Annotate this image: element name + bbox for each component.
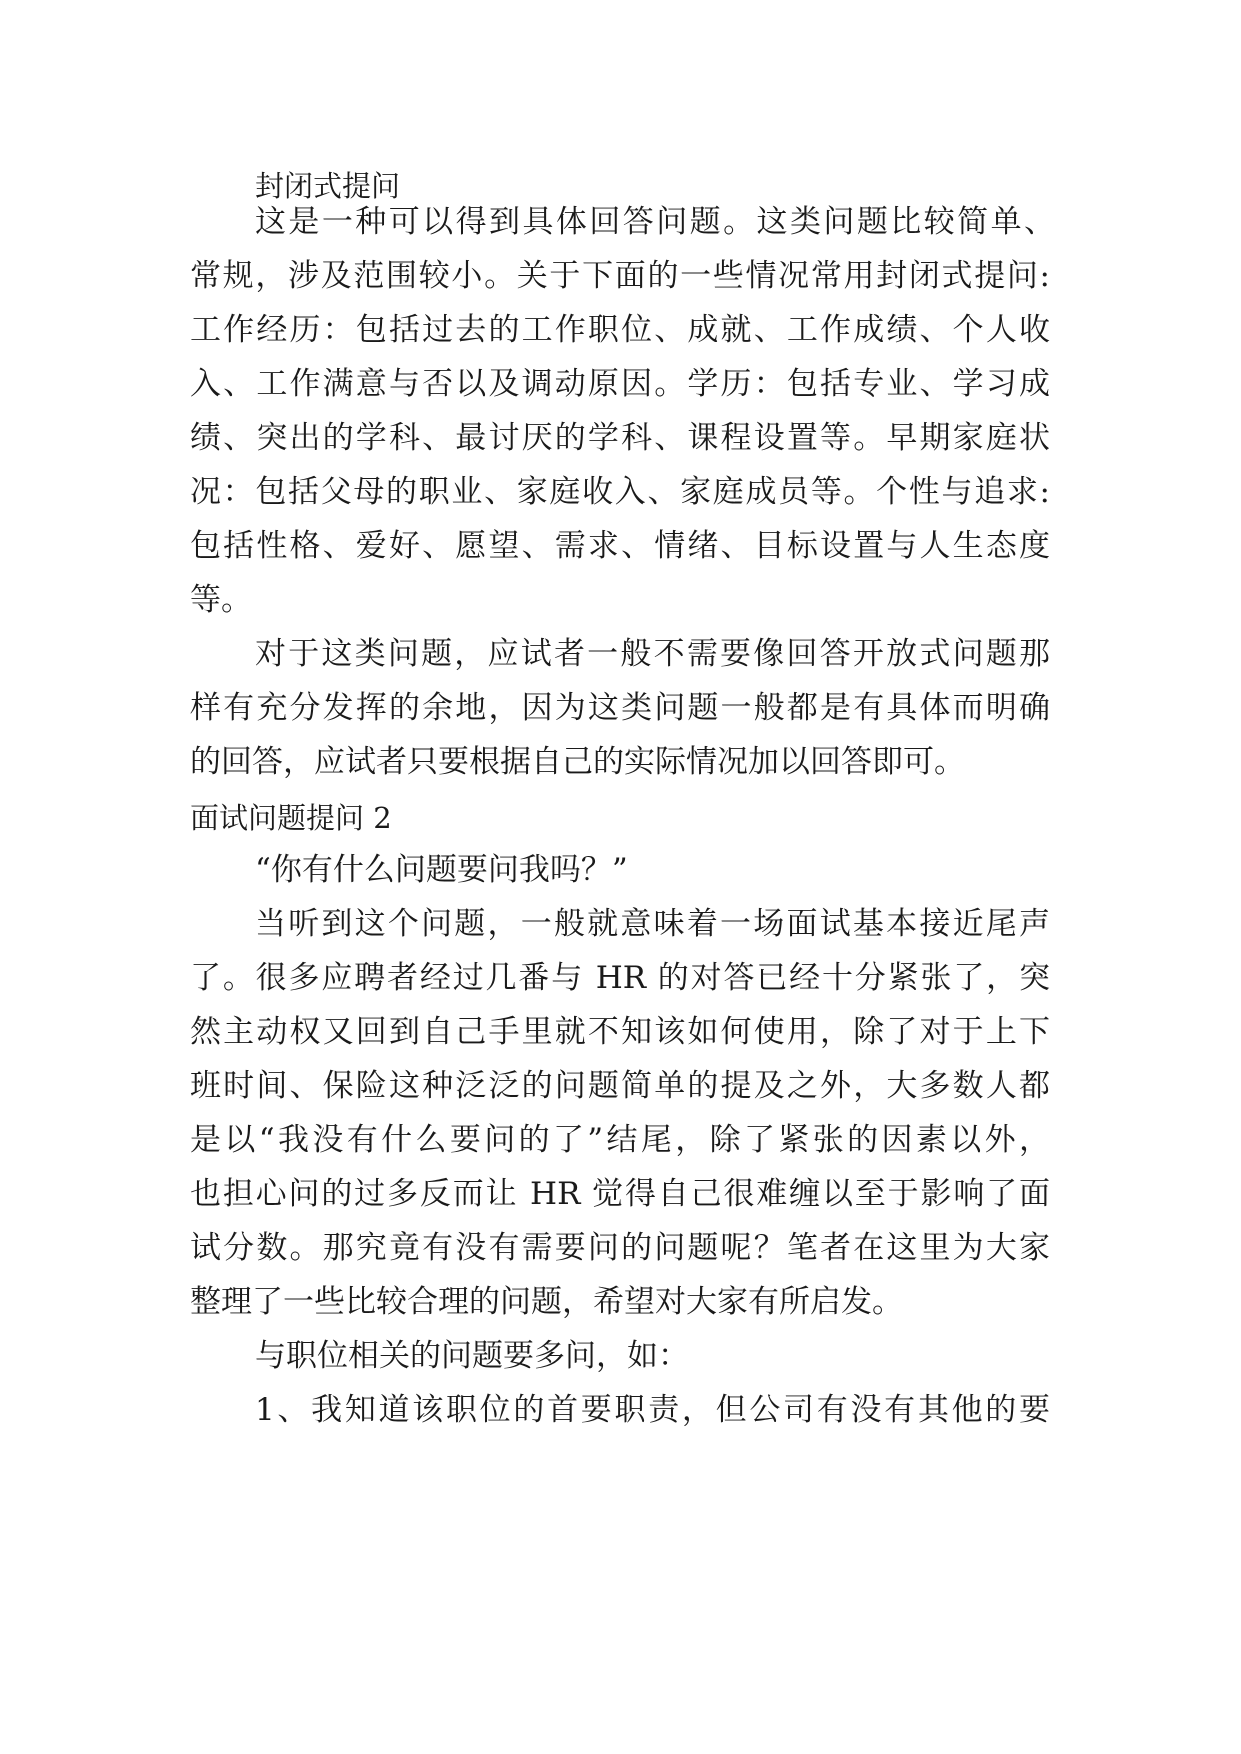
paragraph-line: 是以“我没有什么要问的了”结尾，除了紧张的因素以外， xyxy=(190,1122,1050,1158)
paragraph-line: 整理了一些比较合理的问题，希望对大家有所启发。 xyxy=(190,1284,903,1320)
paragraph-line: 班时间、保险这种泛泛的问题简单的提及之外，大多数人都 xyxy=(190,1068,1050,1104)
paragraph-line: 等。 xyxy=(190,582,252,618)
paragraph-line: 了。很多应聘者经过几番与 HR 的对答已经十分紧张了，突 xyxy=(190,960,1050,996)
list-item: 1、我知道该职位的首要职责，但公司有没有其他的要 xyxy=(255,1392,1050,1428)
paragraph-line: 样有充分发挥的余地，因为这类问题一般都是有具体而明确 xyxy=(190,690,1050,726)
paragraph-line: 况：包括父母的职业、家庭收入、家庭成员等。个性与追求: xyxy=(190,474,1050,510)
paragraph-line: 常规，涉及范围较小。关于下面的一些情况常用封闭式提问: xyxy=(190,258,1050,294)
paragraph-line: 与职位相关的问题要多问，如： xyxy=(255,1338,689,1374)
paragraph-line: 然主动权又回到自己手里就不知该如何使用，除了对于上下 xyxy=(190,1014,1050,1050)
paragraph-line: 也担心问的过多反而让 HR 觉得自己很难缠以至于影响了面 xyxy=(190,1176,1050,1212)
paragraph-line: 对于这类问题，应试者一般不需要像回答开放式问题那 xyxy=(255,636,1050,672)
paragraph-line: 包括性格、爱好、愿望、需求、情绪、目标设置与人生态度 xyxy=(190,528,1050,564)
paragraph-line: 入、工作满意与否以及调动原因。学历：包括专业、学习成 xyxy=(190,366,1050,402)
section-heading-interview-questions-2: 面试问题提问 2 xyxy=(190,801,392,835)
paragraph-line: 试分数。那究竟有没有需要问的问题呢？笔者在这里为大家 xyxy=(190,1230,1050,1266)
section-heading-closed-questions: 封闭式提问 xyxy=(255,169,401,203)
paragraph-line: 绩、突出的学科、最讨厌的学科、课程设置等。早期家庭状 xyxy=(190,420,1050,456)
paragraph-line: 工作经历：包括过去的工作职位、成就、工作成绩、个人收 xyxy=(190,312,1050,348)
paragraph-line: 的回答，应试者只要根据自己的实际情况加以回答即可。 xyxy=(190,744,965,780)
paragraph-line: 这是一种可以得到具体回答问题。这类问题比较简单、 xyxy=(255,204,1055,240)
quoted-question: “你有什么问题要问我吗？” xyxy=(255,852,628,888)
paragraph-line: 当听到这个问题，一般就意味着一场面试基本接近尾声 xyxy=(255,906,1050,942)
